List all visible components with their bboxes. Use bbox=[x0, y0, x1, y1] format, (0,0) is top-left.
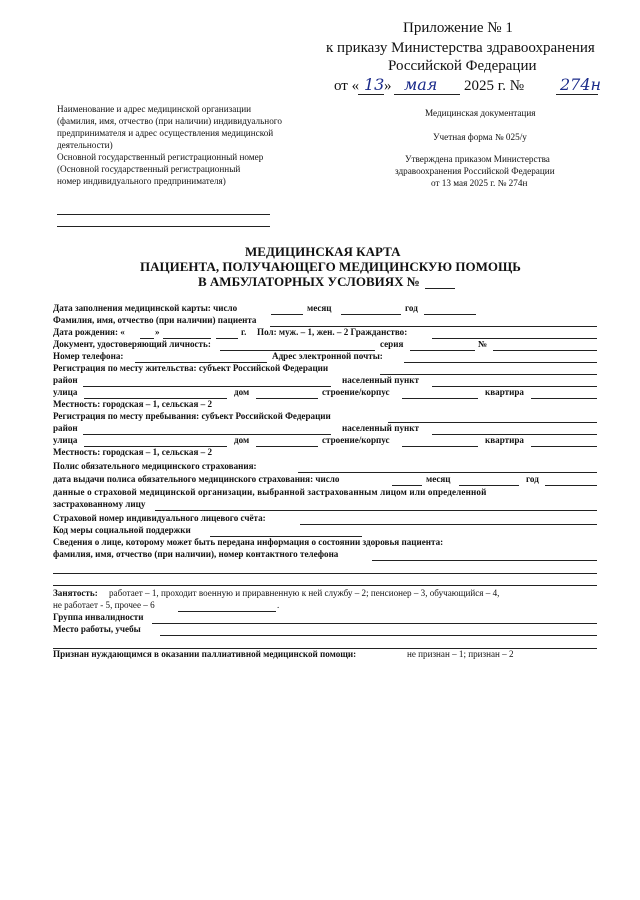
ogrn-line-2: (Основной государственный регистрационный bbox=[57, 164, 241, 174]
apartment2-field[interactable] bbox=[531, 446, 597, 447]
card-title-line-3: В АМБУЛАТОРНЫХ УСЛОВИЯХ № bbox=[198, 274, 420, 289]
id-number-field[interactable] bbox=[493, 350, 597, 351]
birth-date-label: Дата рождения: « bbox=[53, 327, 125, 337]
fill-date-label: Дата заполнения медицинской карты: число bbox=[53, 303, 238, 313]
order-day-underline bbox=[358, 94, 384, 95]
policy-year-field[interactable] bbox=[545, 485, 597, 486]
employment-options-line-1: работает – 1, проходит военную и приравненную к ней службу – 2; пенсионер – 3, обучающийся – 4, bbox=[109, 588, 500, 598]
employment-end-dot: . bbox=[277, 600, 280, 610]
order-date-day: 13 bbox=[364, 75, 385, 94]
ogrn-line-3: номер индивидуального предпринимателя) bbox=[57, 176, 226, 186]
org-blank-line-2 bbox=[57, 226, 270, 227]
order-date-close-quote: » bbox=[384, 78, 392, 94]
policy-year-label: год bbox=[526, 474, 539, 484]
approved-line-2: здравоохранения Российской Федерации bbox=[395, 166, 555, 176]
order-number: 274н bbox=[560, 75, 602, 94]
org-name-line-3: предпринимателя и адрес осуществления медицинской bbox=[57, 128, 274, 138]
fill-month-label: месяц bbox=[307, 303, 332, 313]
reg-residence-label: Регистрация по месту жительства: субъект Российской Федерации bbox=[53, 363, 329, 373]
district2-label: район bbox=[53, 423, 78, 433]
palliative-label: Признан нуждающимся в оказании паллиативной медицинской помощи: bbox=[53, 649, 357, 659]
employment-other-field[interactable] bbox=[178, 611, 276, 612]
district-label: район bbox=[53, 375, 78, 385]
workplace-field[interactable] bbox=[160, 635, 597, 636]
id-number-label: № bbox=[478, 339, 488, 349]
building-field[interactable] bbox=[402, 398, 478, 399]
area-type2-label: Местность: городская – 1, сельская – 2 bbox=[53, 447, 213, 457]
org-blank-line-1 bbox=[57, 214, 270, 215]
fill-day-field[interactable] bbox=[271, 314, 303, 315]
order-year-number: 2025 г. № bbox=[464, 78, 525, 94]
policy-month-label: месяц bbox=[426, 474, 451, 484]
org-name-line-1: Наименование и адрес медицинской организации bbox=[57, 104, 252, 114]
house-label: дом bbox=[234, 387, 250, 397]
insurer-field[interactable] bbox=[155, 510, 597, 511]
insurer-label-line-2: застрахованному лицу bbox=[53, 499, 146, 509]
email-field[interactable] bbox=[404, 362, 597, 363]
card-title-line-2: ПАЦИЕНТА, ПОЛУЧАЮЩЕГО МЕДИЦИНСКУЮ ПОМОЩЬ bbox=[140, 259, 521, 274]
apartment2-label: квартира bbox=[485, 435, 524, 445]
org-name-line-4: деятельности) bbox=[57, 140, 113, 150]
ogrn-line-1: Основной государственный регистрационный номер bbox=[57, 152, 264, 162]
order-month-underline bbox=[394, 94, 460, 95]
email-label: Адрес электронной почты: bbox=[272, 351, 383, 361]
policy-label: Полис обязательного медицинского страхования: bbox=[53, 461, 257, 471]
area-type-label: Местность: городская – 1, сельская – 2 bbox=[53, 399, 213, 409]
order-date-prefix: от « bbox=[334, 78, 360, 94]
locality-label: населенный пункт bbox=[342, 375, 419, 385]
house2-label: дом bbox=[234, 435, 250, 445]
snils-label: Страховой номер индивидуального лицевого счёта: bbox=[53, 513, 266, 523]
info-recipient-field-2[interactable] bbox=[53, 573, 597, 574]
disability-label: Группа инвалидности bbox=[53, 612, 144, 622]
street2-label: улица bbox=[53, 435, 78, 445]
building2-label: строение/корпус bbox=[322, 435, 390, 445]
approved-line-3: от 13 мая 2025 г. № 274н bbox=[431, 178, 528, 188]
employment-label: Занятость: bbox=[53, 588, 98, 598]
disability-field[interactable] bbox=[152, 623, 597, 624]
street-label: улица bbox=[53, 387, 78, 397]
order-federation: Российской Федерации bbox=[388, 58, 537, 74]
id-series-field[interactable] bbox=[410, 350, 475, 351]
info-recipient-line-1: Сведения о лице, которому может быть передана информация о состоянии здоровья пациента: bbox=[53, 537, 444, 547]
palliative-options: не признан – 1; признан – 2 bbox=[407, 649, 514, 659]
fill-year-field[interactable] bbox=[424, 314, 476, 315]
social-code-label: Код меры социальной поддержки bbox=[53, 525, 191, 535]
policy-day-field[interactable] bbox=[392, 485, 422, 486]
order-ministry: к приказу Министерства здравоохранения bbox=[326, 40, 595, 56]
house2-field[interactable] bbox=[256, 446, 318, 447]
fill-month-field[interactable] bbox=[341, 314, 401, 315]
sex-citizenship-label: Пол: муж. – 1, жен. – 2 Гражданство: bbox=[257, 327, 408, 337]
org-name-line-2: (фамилия, имя, отчество (при наличии) индивидуального bbox=[57, 116, 282, 126]
apartment-field[interactable] bbox=[531, 398, 597, 399]
patient-name-label: Фамилия, имя, отчество (при наличии) пациента bbox=[53, 315, 257, 325]
phone-label: Номер телефона: bbox=[53, 351, 124, 361]
district2-field[interactable] bbox=[83, 434, 331, 435]
building-label: строение/корпус bbox=[322, 387, 390, 397]
workplace-label: Место работы, учебы bbox=[53, 624, 141, 634]
fill-year-label: год bbox=[405, 303, 418, 313]
card-title-line-1: МЕДИЦИНСКАЯ КАРТА bbox=[245, 244, 401, 259]
policy-field[interactable] bbox=[298, 472, 597, 473]
appendix-title: Приложение № 1 bbox=[403, 20, 513, 36]
policy-month-field[interactable] bbox=[459, 485, 519, 486]
district-field[interactable] bbox=[83, 386, 331, 387]
employment-options-line-2: не работает - 5, прочее – 6 bbox=[53, 600, 155, 610]
order-number-underline bbox=[556, 94, 598, 95]
doc-type: Медицинская документация bbox=[425, 108, 536, 118]
order-date-month: мая bbox=[404, 75, 438, 94]
citizenship-field[interactable] bbox=[432, 338, 597, 339]
apartment-label: квартира bbox=[485, 387, 524, 397]
info-recipient-field[interactable] bbox=[372, 560, 597, 561]
house-field[interactable] bbox=[256, 398, 318, 399]
snils-field[interactable] bbox=[300, 524, 597, 525]
insurer-label-line-1: данные о страховой медицинской организации, выбранной застрахованным лицом или определенной bbox=[53, 487, 487, 497]
birth-year-suffix: г. bbox=[241, 327, 247, 337]
reg-stay-label: Регистрация по месту пребывания: субъект Российской Федерации bbox=[53, 411, 331, 421]
locality2-label: населенный пункт bbox=[342, 423, 419, 433]
approved-line-1: Утверждена приказом Министерства bbox=[405, 154, 550, 164]
card-number-field[interactable] bbox=[425, 288, 455, 289]
info-recipient-line-2: фамилия, имя, отчество (при наличии), номер контактного телефона bbox=[53, 549, 339, 559]
info-recipient-field-3[interactable] bbox=[53, 585, 597, 586]
form-number: Учетная форма № 025/у bbox=[433, 132, 527, 142]
id-series-label: серия bbox=[380, 339, 404, 349]
birth-year-field[interactable] bbox=[216, 338, 238, 339]
id-document-label: Документ, удостоверяющий личность: bbox=[53, 339, 211, 349]
reg-stay-region-field[interactable] bbox=[388, 422, 597, 423]
birth-date-close-quote: » bbox=[155, 327, 160, 337]
building2-field[interactable] bbox=[402, 446, 478, 447]
policy-date-label: дата выдачи полиса обязательного медицинского страхования: число bbox=[53, 474, 340, 484]
